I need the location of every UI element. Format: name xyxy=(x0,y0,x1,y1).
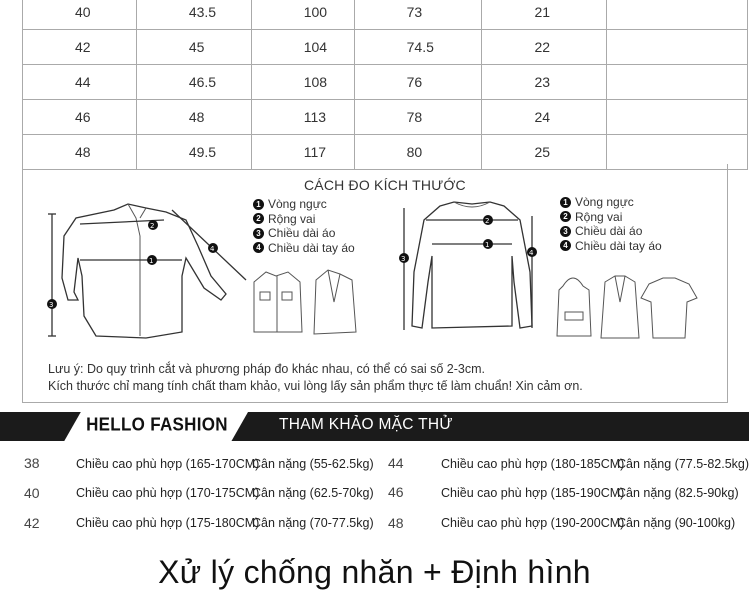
number-badge-icon: 3 xyxy=(253,228,264,239)
table-cell: 22 xyxy=(482,30,607,65)
number-badge-icon: 3 xyxy=(560,226,571,237)
section-title: THAM KHẢO MẶC THỬ xyxy=(279,416,453,433)
note-line-2: Kích thước chỉ mang tính chất tham khảo, vui lòng lấy sản phẩm thực tế làm chuẩn! Xin cảm ơn. xyxy=(48,379,583,393)
svg-text:2: 2 xyxy=(150,222,155,230)
note-line-1: Lưu ý: Do quy trình cắt và phương pháp đo khác nhau, có thể có sai số 2-3cm. xyxy=(48,362,485,376)
height-range: Chiều cao phù hợp (165-170CM) xyxy=(76,457,260,471)
sweater-measure-illustration xyxy=(392,196,552,346)
table-cell: 74.5 xyxy=(354,30,482,65)
legend-label: Chiều dài áo xyxy=(575,224,643,238)
table-cell: 48 xyxy=(136,100,251,135)
table-cell: 104 xyxy=(251,30,354,65)
number-badge-icon: 4 xyxy=(560,240,571,251)
table-cell: 25 xyxy=(482,135,607,170)
legend-label: Chiều dài tay áo xyxy=(268,240,355,255)
table-cell: 76 xyxy=(354,65,482,100)
shirt-measure-illustration xyxy=(36,196,256,346)
svg-text:4: 4 xyxy=(529,249,534,257)
brand-name: HELLO FASHION xyxy=(86,414,228,435)
table-row xyxy=(23,30,748,65)
table-cell: 45 xyxy=(136,30,251,65)
measure-legend-left xyxy=(253,197,355,255)
number-badge-icon: 2 xyxy=(253,213,264,224)
height-range: Chiều cao phù hợp (175-180CM) xyxy=(76,516,260,530)
svg-text:1: 1 xyxy=(485,241,490,249)
size-label: 38 xyxy=(24,455,40,471)
size-label: 46 xyxy=(388,484,404,500)
table-cell xyxy=(607,65,748,100)
table-cell: 73 xyxy=(354,0,482,30)
weight-range: Cân nặng (77.5-82.5kg) xyxy=(617,457,749,471)
table-row xyxy=(23,100,748,135)
table-cell: 48 xyxy=(23,135,137,170)
table-cell: 21 xyxy=(482,0,607,30)
weight-range: Cân nặng (82.5-90kg) xyxy=(617,486,739,500)
measure-legend-right xyxy=(560,195,662,253)
jacket-sketches-icon xyxy=(244,262,364,342)
legend-label: Vòng ngực xyxy=(268,197,327,211)
height-range: Chiều cao phù hợp (180-185CM) xyxy=(441,457,625,471)
table-row xyxy=(23,65,748,100)
table-cell xyxy=(607,30,748,65)
height-range: Chiều cao phù hợp (185-190CM) xyxy=(441,486,625,500)
legend-label: Chiều dài tay áo xyxy=(575,238,662,253)
svg-text:3: 3 xyxy=(49,301,54,309)
table-cell: 117 xyxy=(251,135,354,170)
weight-range: Cân nặng (90-100kg) xyxy=(617,516,736,530)
size-label: 40 xyxy=(24,485,40,501)
size-label: 44 xyxy=(388,455,404,471)
table-cell: 46.5 xyxy=(136,65,251,100)
table-cell: 78 xyxy=(354,100,482,135)
number-badge-icon: 2 xyxy=(560,211,571,222)
table-cell: 100 xyxy=(251,0,354,30)
table-cell: 80 xyxy=(354,135,482,170)
garment-sketches-icon xyxy=(553,268,703,344)
table-cell: 108 xyxy=(251,65,354,100)
svg-text:3: 3 xyxy=(401,255,406,263)
height-range: Chiều cao phù hợp (190-200CM) xyxy=(441,516,625,530)
table-cell: 42 xyxy=(23,30,137,65)
legend-label: Vòng ngực xyxy=(575,195,634,209)
legend-label: Rộng vai xyxy=(268,211,316,226)
weight-range: Cân nặng (62.5-70kg) xyxy=(252,486,374,500)
svg-text:4: 4 xyxy=(210,245,215,253)
height-range: Chiều cao phù hợp (170-175CM) xyxy=(76,486,260,500)
svg-text:1: 1 xyxy=(149,257,154,265)
size-label: 48 xyxy=(388,515,404,531)
number-badge-icon: 4 xyxy=(253,242,264,253)
weight-range: Cân nặng (70-77.5kg) xyxy=(252,516,374,530)
table-cell: 40 xyxy=(23,0,137,30)
number-badge-icon: 1 xyxy=(253,199,264,210)
measure-guide-title: CÁCH ĐO KÍCH THƯỚC xyxy=(304,177,466,193)
table-cell xyxy=(607,100,748,135)
table-row xyxy=(23,0,748,30)
size-label: 42 xyxy=(24,515,40,531)
legend-label: Rộng vai xyxy=(575,209,623,224)
table-cell: 46 xyxy=(23,100,137,135)
feature-heading: Xử lý chống nhăn + Định hình xyxy=(158,554,591,590)
table-cell: 23 xyxy=(482,65,607,100)
table-cell xyxy=(607,0,748,30)
size-table xyxy=(22,0,748,170)
weight-range: Cân nặng (55-62.5kg) xyxy=(252,457,374,471)
table-cell: 43.5 xyxy=(136,0,251,30)
table-cell: 49.5 xyxy=(136,135,251,170)
svg-text:2: 2 xyxy=(485,217,490,225)
table-cell: 24 xyxy=(482,100,607,135)
number-badge-icon: 1 xyxy=(560,197,571,208)
table-cell: 113 xyxy=(251,100,354,135)
legend-label: Chiều dài áo xyxy=(268,226,336,240)
table-cell: 44 xyxy=(23,65,137,100)
